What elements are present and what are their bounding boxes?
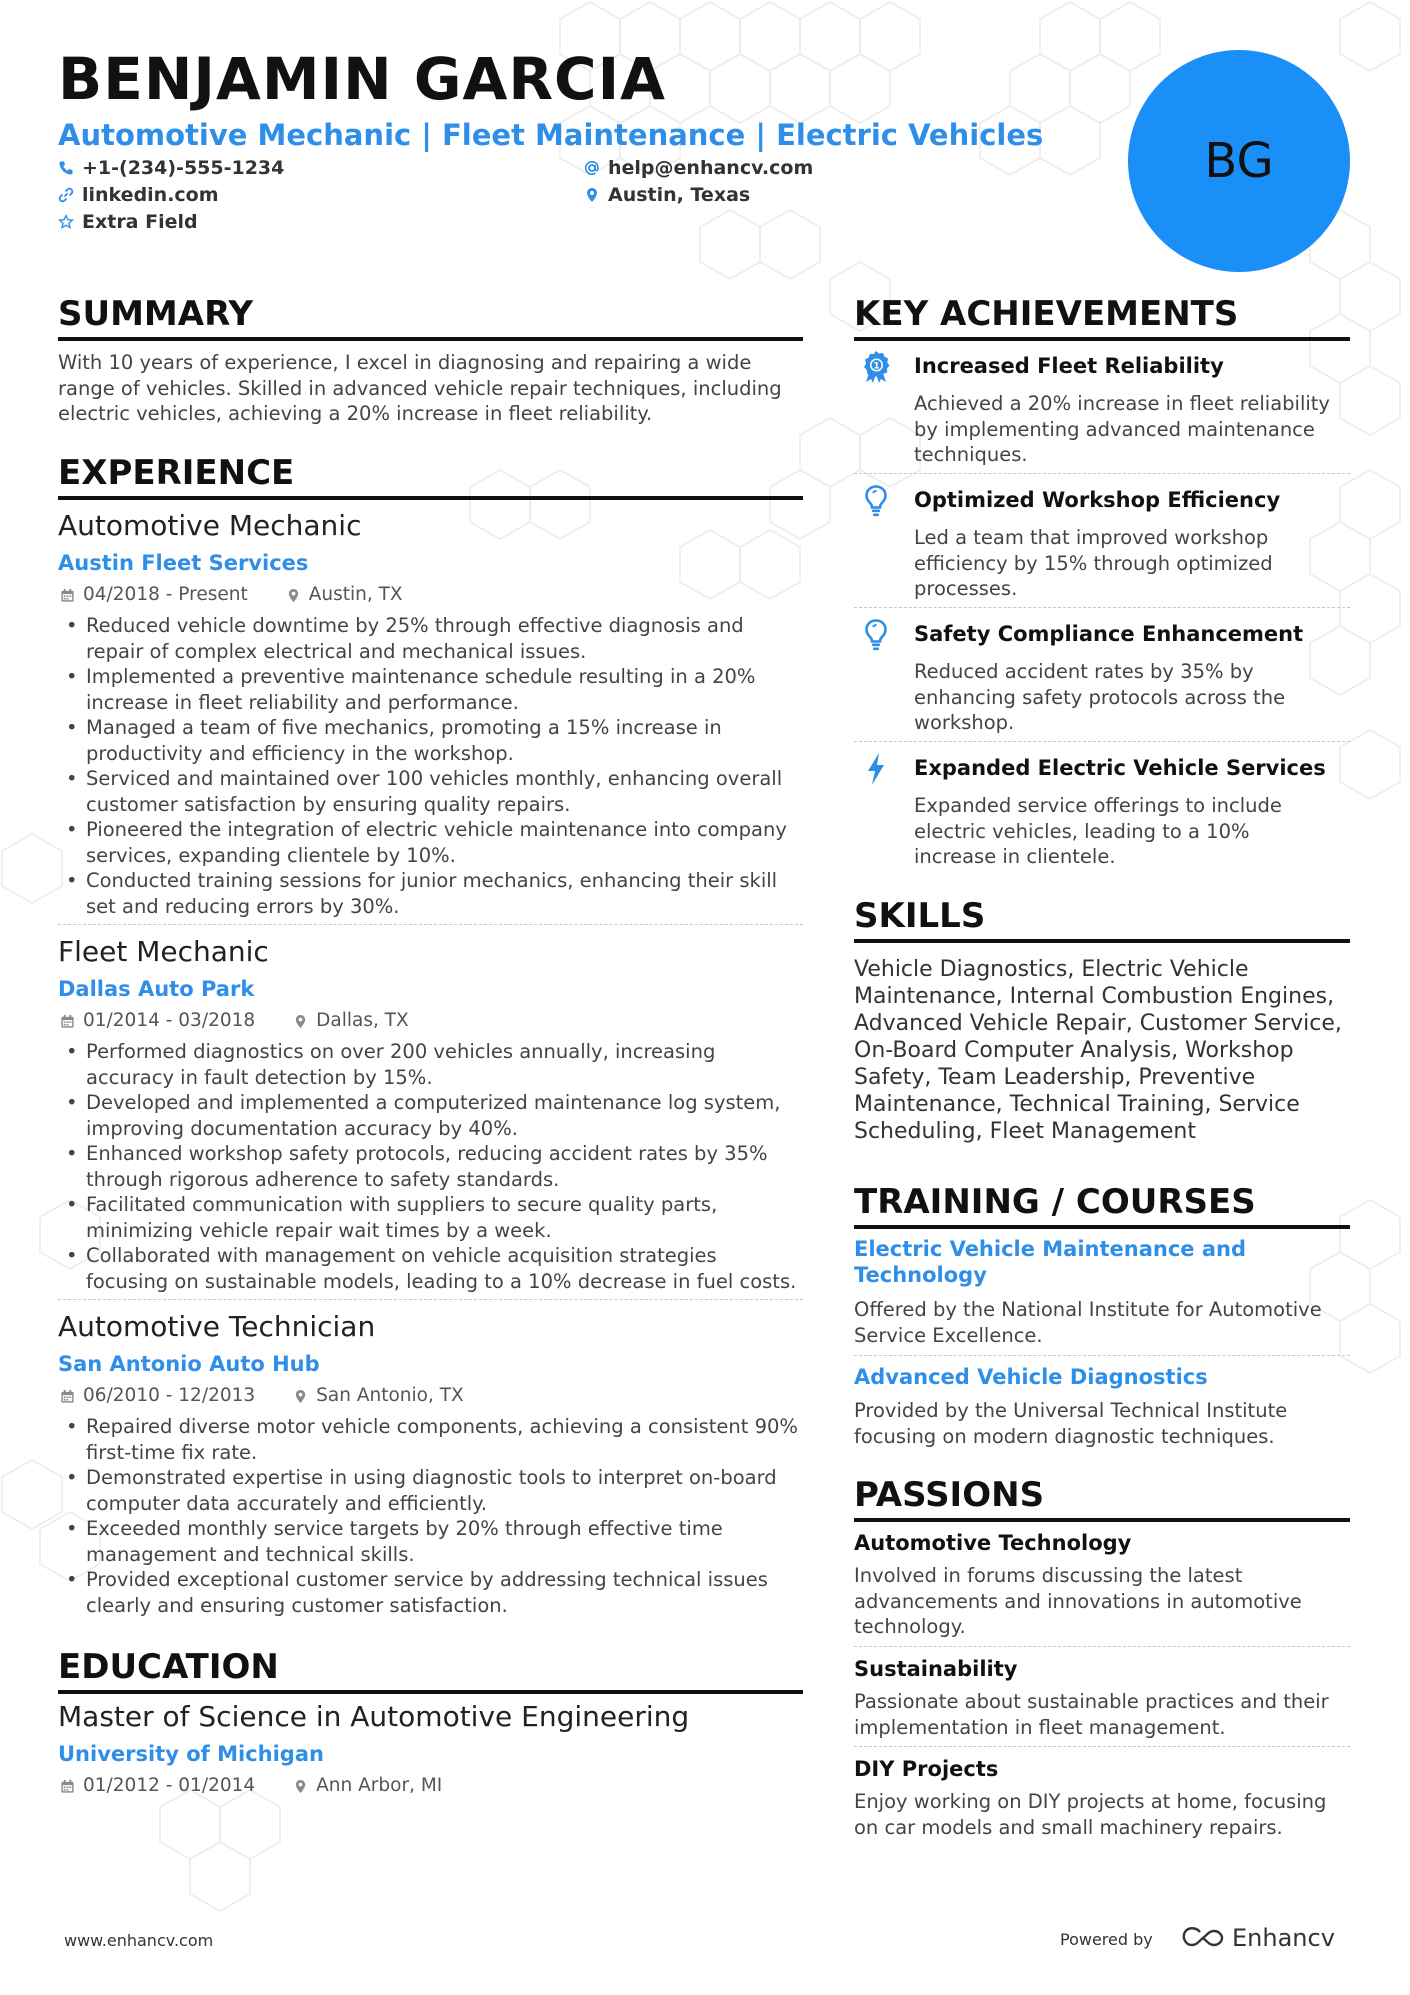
bullet-item: • Reduced vehicle downtime by 25% through effective diagnosis and repair of complex electrical and mechanical issues. xyxy=(58,613,803,664)
divider xyxy=(58,924,803,925)
summary-text: With 10 years of experience, I excel in diagnosing and repairing a wide range of vehicles. Skilled in advanced vehicle repair techniques, including electric vehicles, achieving a 20% increase in fleet reliability. xyxy=(58,351,782,425)
achievement-description: Reduced accident rates by 35% by enhancing safety protocols across the workshop. xyxy=(914,660,1286,734)
job-bullets xyxy=(58,1039,803,1294)
email-contact[interactable] xyxy=(584,155,813,181)
summary-section-title: SUMMARY xyxy=(58,293,803,341)
map-pin-icon xyxy=(286,588,301,603)
divider xyxy=(854,1746,1350,1747)
bullet-item: • Managed a team of five mechanics, promoting a 15% increase in productivity and efficiency in the workshop. xyxy=(58,715,803,766)
bullet-item: • Facilitated communication with suppliers to secure quality parts, minimizing vehicle repair wait times by a week. xyxy=(58,1192,803,1243)
job-meta xyxy=(60,583,403,607)
job-dates: 06/2010 - 12/2013 xyxy=(83,1385,256,1406)
email-text: help@enhancv.com xyxy=(608,157,814,179)
footer-website-link[interactable]: www.enhancv.com xyxy=(64,1931,214,1950)
phone-text: +1-(234)-555-1234 xyxy=(82,157,285,179)
bullet-item: • Conducted training sessions for junior mechanics, enhancing their skill set and reducing errors by 30%. xyxy=(58,868,803,919)
job-dates: 01/2014 - 03/2018 xyxy=(83,1010,256,1031)
enhancv-logo[interactable] xyxy=(1180,1924,1335,1952)
avatar-initials: BG xyxy=(1204,133,1274,189)
lightbulb-icon xyxy=(861,618,891,652)
divider xyxy=(854,607,1350,608)
company-name: Austin Fleet Services xyxy=(58,551,309,575)
achievement-description: Achieved a 20% increase in fleet reliability by implementing advanced maintenance techniques. xyxy=(914,392,1330,466)
job-title: Fleet Mechanic xyxy=(58,935,269,968)
job-title: Automotive Technician xyxy=(58,1310,376,1343)
education-dates: 01/2012 - 01/2014 xyxy=(83,1775,256,1796)
lightning-bolt-icon xyxy=(861,752,891,786)
job-location: Dallas, TX xyxy=(316,1010,409,1031)
calendar-icon xyxy=(60,1389,75,1404)
education-meta xyxy=(60,1774,442,1798)
job-location: San Antonio, TX xyxy=(316,1385,464,1406)
map-pin-icon xyxy=(293,1779,308,1794)
divider xyxy=(854,741,1350,742)
course-title: Electric Vehicle Maintenance and Technology xyxy=(854,1237,1247,1287)
map-pin-icon xyxy=(293,1389,308,1404)
link-icon xyxy=(58,187,74,203)
at-sign-icon xyxy=(584,160,600,176)
job-location: Austin, TX xyxy=(308,584,403,605)
education-section-title: EDUCATION xyxy=(58,1646,803,1694)
bullet-item: • Demonstrated expertise in using diagnostic tools to interpret on-board computer data accurately and efficiently. xyxy=(58,1465,803,1516)
enhancv-brand-text: Enhancv xyxy=(1232,1924,1335,1952)
passion-title: Automotive Technology xyxy=(854,1531,1132,1555)
divider xyxy=(854,1355,1350,1356)
bullet-item: • Performed diagnostics on over 200 vehicles annually, increasing accuracy in fault detection by 15%. xyxy=(58,1039,803,1090)
bullet-item: • Collaborated with management on vehicle acquisition strategies focusing on sustainable models, leading to a 10% decrease in fuel costs. xyxy=(58,1243,803,1294)
bullet-item: • Provided exceptional customer service by addressing technical issues clearly and ensuring customer satisfaction. xyxy=(58,1567,803,1618)
calendar-icon xyxy=(60,588,75,603)
bullet-item: • Pioneered the integration of electric vehicle maintenance into company services, expanding clientele by 10%. xyxy=(58,817,803,868)
extra-field-text: Extra Field xyxy=(82,211,198,233)
job-bullets xyxy=(58,1414,803,1618)
location-text: Austin, Texas xyxy=(608,184,751,206)
location-contact xyxy=(584,182,750,208)
bullet-item: • Exceeded monthly service targets by 20% through effective time management and technical skills. xyxy=(58,1516,803,1567)
course-title: Advanced Vehicle Diagnostics xyxy=(854,1365,1208,1389)
linkedin-contact[interactable] xyxy=(58,182,219,208)
achievement-title: Safety Compliance Enhancement xyxy=(914,622,1304,646)
training-section-title: TRAINING / COURSES xyxy=(854,1181,1350,1229)
skills-section-title: SKILLS xyxy=(854,895,1350,943)
school-name: University of Michigan xyxy=(58,1742,324,1766)
extra-field-contact xyxy=(58,209,198,235)
achievement-title: Optimized Workshop Efficiency xyxy=(914,488,1281,512)
candidate-name: BENJAMIN GARCIA xyxy=(58,45,667,113)
degree-title: Master of Science in Automotive Engineering xyxy=(58,1700,690,1733)
bullet-item: • Implemented a preventive maintenance schedule resulting in a 20% increase in fleet reliability and performance. xyxy=(58,664,803,715)
calendar-icon xyxy=(60,1779,75,1794)
passions-section-title: PASSIONS xyxy=(854,1474,1350,1522)
phone-contact[interactable] xyxy=(58,155,284,181)
achievements-section-title: KEY ACHIEVEMENTS xyxy=(854,293,1350,341)
candidate-headline: Automotive Mechanic | Fleet Maintenance | Electric Vehicles xyxy=(58,118,1044,152)
map-pin-icon xyxy=(584,187,600,203)
course-description: Provided by the Universal Technical Institute focusing on modern diagnostic techniques. xyxy=(854,1399,1288,1448)
passion-description: Enjoy working on DIY projects at home, focusing on car models and small machinery repairs. xyxy=(854,1790,1327,1839)
award-ribbon-icon xyxy=(861,350,891,384)
lightbulb-icon xyxy=(861,484,891,518)
education-location: Ann Arbor, MI xyxy=(316,1775,443,1796)
bullet-item: • Repaired diverse motor vehicle components, achieving a consistent 90% first-time fix rate. xyxy=(58,1414,803,1465)
avatar xyxy=(1128,50,1350,272)
bullet-item: • Serviced and maintained over 100 vehicles monthly, enhancing overall customer satisfaction by ensuring quality repairs. xyxy=(58,766,803,817)
achievement-description: Expanded service offerings to include electric vehicles, leading to a 10% increase in clientele. xyxy=(914,794,1282,868)
bullet-item: • Developed and implemented a computerized maintenance log system, improving documentation accuracy by 40%. xyxy=(58,1090,803,1141)
job-meta xyxy=(60,1009,409,1033)
phone-icon xyxy=(58,160,74,176)
bullet-item: • Enhanced workshop safety protocols, reducing accident rates by 35% through rigorous adherence to safety standards. xyxy=(58,1141,803,1192)
divider xyxy=(854,473,1350,474)
experience-section-title: EXPERIENCE xyxy=(58,452,803,500)
course-description: Offered by the National Institute for Automotive Service Excellence. xyxy=(854,1298,1322,1347)
linkedin-text: linkedin.com xyxy=(82,184,219,206)
map-pin-icon xyxy=(293,1014,308,1029)
calendar-icon xyxy=(60,1014,75,1029)
passion-description: Passionate about sustainable practices and their implementation in fleet management. xyxy=(854,1690,1329,1739)
passion-title: DIY Projects xyxy=(854,1757,999,1781)
star-icon xyxy=(58,214,74,230)
achievement-title: Increased Fleet Reliability xyxy=(914,354,1224,378)
achievement-title: Expanded Electric Vehicle Services xyxy=(914,756,1326,780)
enhancv-logo-icon xyxy=(1180,1926,1226,1950)
achievement-description: Led a team that improved workshop efficiency by 15% through optimized processes. xyxy=(914,526,1273,600)
divider xyxy=(58,1299,803,1300)
svg-text:1: 1 xyxy=(873,361,880,372)
job-meta xyxy=(60,1384,464,1408)
skills-list: Vehicle Diagnostics, Electric Vehicle Maintenance, Internal Combustion Engines, Advanced Vehicle Repair, Customer Service, On-Board Computer Analysis, Workshop Safety, Team Leadership, Preventive Maintenance, Technical Training, Service Scheduling, Fleet Management xyxy=(854,957,1342,1144)
job-dates: 04/2018 - Present xyxy=(83,584,248,605)
passion-title: Sustainability xyxy=(854,1657,1018,1681)
passion-description: Involved in forums discussing the latest advancements and innovations in automotive technology. xyxy=(854,1564,1302,1638)
job-title: Automotive Mechanic xyxy=(58,509,362,542)
footer-powered-by: Powered by xyxy=(1060,1930,1153,1949)
company-name: Dallas Auto Park xyxy=(58,977,255,1001)
job-bullets xyxy=(58,613,803,919)
divider xyxy=(854,1646,1350,1647)
company-name: San Antonio Auto Hub xyxy=(58,1352,320,1376)
